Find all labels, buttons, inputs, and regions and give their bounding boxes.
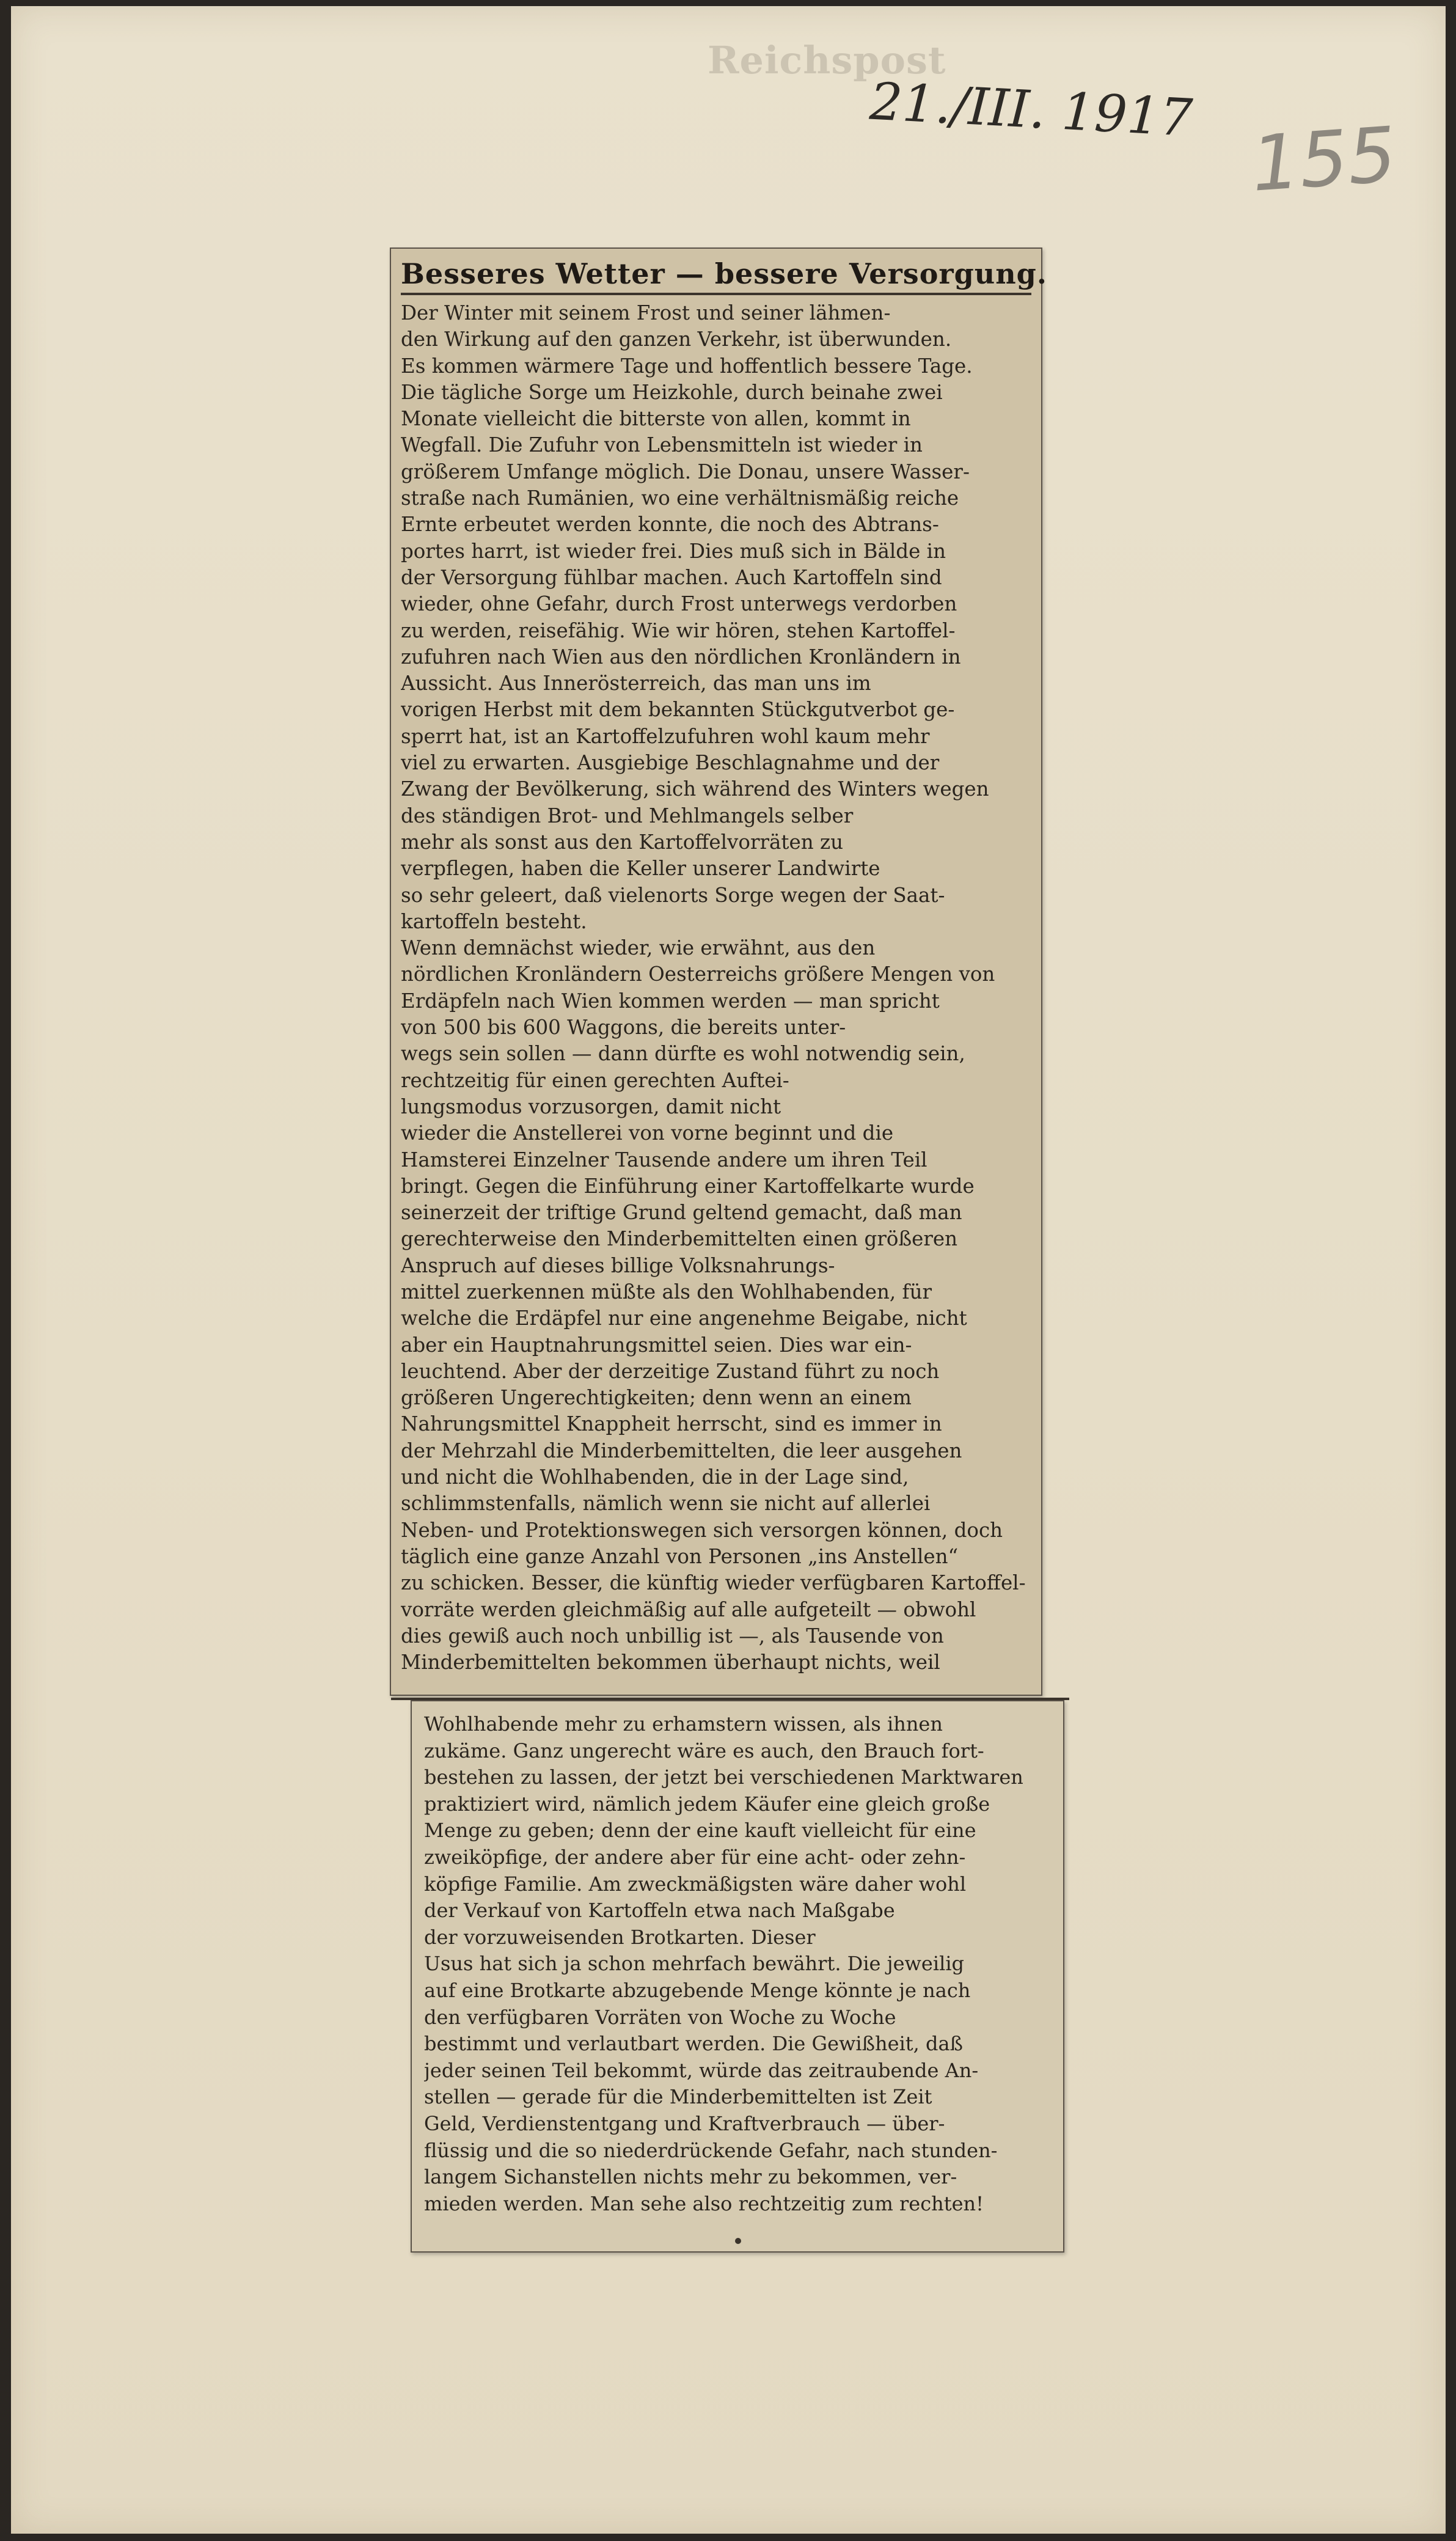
folio-number: 155 xyxy=(1248,111,1399,209)
article-line: wieder die Anstellerei von vorne beginnt und die xyxy=(401,1121,894,1145)
clipping-part-1 xyxy=(390,248,1047,1696)
article-line: zu werden, reisefähig. Wie wir hören, stehen Kartoffel- xyxy=(401,618,956,642)
article-line: Wohlhabende mehr zu erhamstern wissen, als ihnen xyxy=(424,1712,943,1736)
article-line: stellen — gerade für die Minderbemittelten ist Zeit xyxy=(424,2085,932,2109)
article-line: und nicht die Wohlhabenden, die in der Lage sind, xyxy=(401,1465,909,1489)
article-line: dies gewiß auch noch unbillig ist —, als Tausende von xyxy=(401,1624,944,1648)
article-line: bringt. Gegen die Einführung einer Kartoffelkarte wurde xyxy=(401,1174,975,1198)
article-line: gerechterweise den Minderbemittelten einen größeren xyxy=(401,1227,958,1251)
article-line: aber ein Hauptnahrungsmittel seien. Dies war ein- xyxy=(401,1333,912,1357)
article-line: welche die Erdäpfel nur eine angenehme Beigabe, nicht xyxy=(401,1307,967,1330)
article-line: Geld, Verdienstentgang und Kraftverbrauch — über- xyxy=(424,2111,945,2135)
article-line: Zwang der Bevölkerung, sich während des Winters wegen xyxy=(401,777,989,801)
article-line: leuchtend. Aber der derzeitige Zustand führt zu noch xyxy=(401,1359,940,1383)
article-line: kartoffeln besteht. xyxy=(401,909,587,933)
article-line: des ständigen Brot- und Mehlmangels selber xyxy=(401,804,854,827)
article-line: wieder, ohne Gefahr, durch Frost unterwegs verdorben xyxy=(401,592,957,616)
article-line: Die tägliche Sorge um Heizkohle, durch beinahe zwei xyxy=(401,380,943,404)
article-line: mehr als sonst aus den Kartoffelvorräten zu xyxy=(401,830,844,854)
article-line: rechtzeitig für einen gerechten Auftei- xyxy=(401,1068,789,1092)
article-line: praktiziert wird, nämlich jedem Käufer eine gleich große xyxy=(424,1792,990,1816)
article-headline: Besseres Wetter — bessere Versorgung. xyxy=(401,255,1031,295)
article-line: Der Winter mit seinem Frost und seiner lähmen- xyxy=(401,301,891,324)
article-line: flüssig und die so niederdrückende Gefahr, nach stunden- xyxy=(424,2138,998,2162)
article-line: täglich eine ganze Anzahl von Personen „ins Anstellen“ xyxy=(401,1544,959,1568)
article-line: verpflegen, haben die Keller unserer Landwirte xyxy=(401,857,880,881)
article-line: Wenn demnächst wieder, wie erwähnt, aus den xyxy=(401,936,876,960)
article-column-2 xyxy=(424,1711,1051,2217)
newspaper-stamp: Reichspost xyxy=(708,38,946,82)
article-line: zufuhren nach Wien aus den nördlichen Kronländern in xyxy=(401,645,961,669)
article-line: Aussicht. Aus Innerösterreich, das man uns im xyxy=(401,672,871,695)
article-column-1 xyxy=(401,300,1031,1676)
article-line: viel zu erwarten. Ausgiebige Beschlagnahme und der xyxy=(401,751,940,775)
article-line: Nahrungsmittel Knappheit herrscht, sind es immer in xyxy=(401,1412,942,1436)
article-line: der vorzuweisenden Brotkarten. Dieser xyxy=(424,1925,816,1949)
clipping-part-2 xyxy=(411,1700,1064,2253)
article-line: vorräte werden gleichmäßig auf alle aufgeteilt — obwohl xyxy=(401,1597,976,1621)
article-line: Usus hat sich ja schon mehrfach bewährt. Die jeweilig xyxy=(424,1952,965,1976)
article-line: Monate vielleicht die bitterste von allen, kommt in xyxy=(401,407,911,431)
article-line: Hamsterei Einzelner Tausende andere um ihren Teil xyxy=(401,1148,927,1172)
article-line: portes harrt, ist wieder frei. Dies muß sich in Bälde in xyxy=(401,539,946,563)
article-line: jeder seinen Teil bekommt, würde das zeitraubende An- xyxy=(424,2058,979,2082)
article-line: langem Sichanstellen nichts mehr zu bekommen, ver- xyxy=(424,2165,957,2189)
article-line: von 500 bis 600 Waggons, die bereits unter- xyxy=(401,1016,846,1040)
article-line: zweiköpfige, der andere aber für eine acht- oder zehn- xyxy=(424,1845,966,1869)
article-line: wegs sein sollen — dann dürfte es wohl notwendig sein, xyxy=(401,1042,965,1066)
article-line: Ernte erbeutet werden konnte, die noch des Abtrans- xyxy=(401,513,939,537)
article-line: der Verkauf von Kartoffeln etwa nach Maßgabe xyxy=(424,1899,895,1923)
article-line: lungsmodus vorzusorgen, damit nicht xyxy=(401,1094,781,1118)
article-line: den Wirkung auf den ganzen Verkehr, ist überwunden. xyxy=(401,328,952,351)
article-line: den verfügbaren Vorräten von Woche zu Woche xyxy=(424,2005,896,2029)
article-line: schlimmstenfalls, nämlich wenn sie nicht auf allerlei xyxy=(401,1492,931,1516)
article-line: bestehen zu lassen, der jetzt bei verschiedenen Marktwaren xyxy=(424,1766,1023,1789)
article-line: nördlichen Kronländern Oesterreichs größere Mengen von xyxy=(401,963,995,986)
article-line: der Versorgung fühlbar machen. Auch Kartoffeln sind xyxy=(401,565,942,589)
article-line: mieden werden. Man sehe also rechtzeitig zum rechten! xyxy=(424,2191,984,2215)
article-line: Neben- und Protektionswegen sich versorgen können, doch xyxy=(401,1518,1003,1542)
article-line: auf eine Brotkarte abzugebende Menge könnte je nach xyxy=(424,1978,971,2002)
article-line: zu schicken. Besser, die künftig wieder verfügbaren Kartoffel- xyxy=(401,1571,1026,1595)
article-line: Wegfall. Die Zufuhr von Lebensmitteln ist wieder in xyxy=(401,433,923,457)
article-line: größeren Ungerechtigkeiten; denn wenn an einem xyxy=(401,1386,912,1410)
article-line: Minderbemittelten bekommen überhaupt nichts, weil xyxy=(401,1651,940,1674)
article-line: zukäme. Ganz ungerecht wäre es auch, den Brauch fort- xyxy=(424,1739,984,1762)
article-line: der Mehrzahl die Minderbemittelten, die leer ausgehen xyxy=(401,1439,962,1462)
article-line: straße nach Rumänien, wo eine verhältnismäßig reiche xyxy=(401,486,959,510)
article-line: größerem Umfange möglich. Die Donau, unsere Wasser- xyxy=(401,460,970,483)
handwritten-date: 21./III. 1917 xyxy=(868,71,1194,148)
article-line: vorigen Herbst mit dem bekannten Stückgutverbot ge- xyxy=(401,698,955,722)
ink-dot xyxy=(735,2238,741,2244)
article-line: bestimmt und verlautbart werden. Die Gewißheit, daß xyxy=(424,2032,963,2056)
article-line: mittel zuerkennen müßte als den Wohlhabenden, für xyxy=(401,1280,932,1304)
article-line: Es kommen wärmere Tage und hoffentlich bessere Tage. xyxy=(401,354,973,378)
article-line: sperrt hat, ist an Kartoffelzufuhren wohl kaum mehr xyxy=(401,724,930,748)
article-line: Menge zu geben; denn der eine kauft vielleicht für eine xyxy=(424,1819,976,1843)
article-line: Erdäpfeln nach Wien kommen werden — man spricht xyxy=(401,989,940,1013)
article-line: köpfige Familie. Am zweckmäßigsten wäre daher wohl xyxy=(424,1872,967,1896)
article-line: so sehr geleert, daß vielenorts Sorge wegen der Saat- xyxy=(401,883,945,907)
article-line: Anspruch auf dieses billige Volksnahrungs- xyxy=(401,1253,835,1277)
article-line: seinerzeit der triftige Grund geltend gemacht, daß man xyxy=(401,1201,962,1225)
